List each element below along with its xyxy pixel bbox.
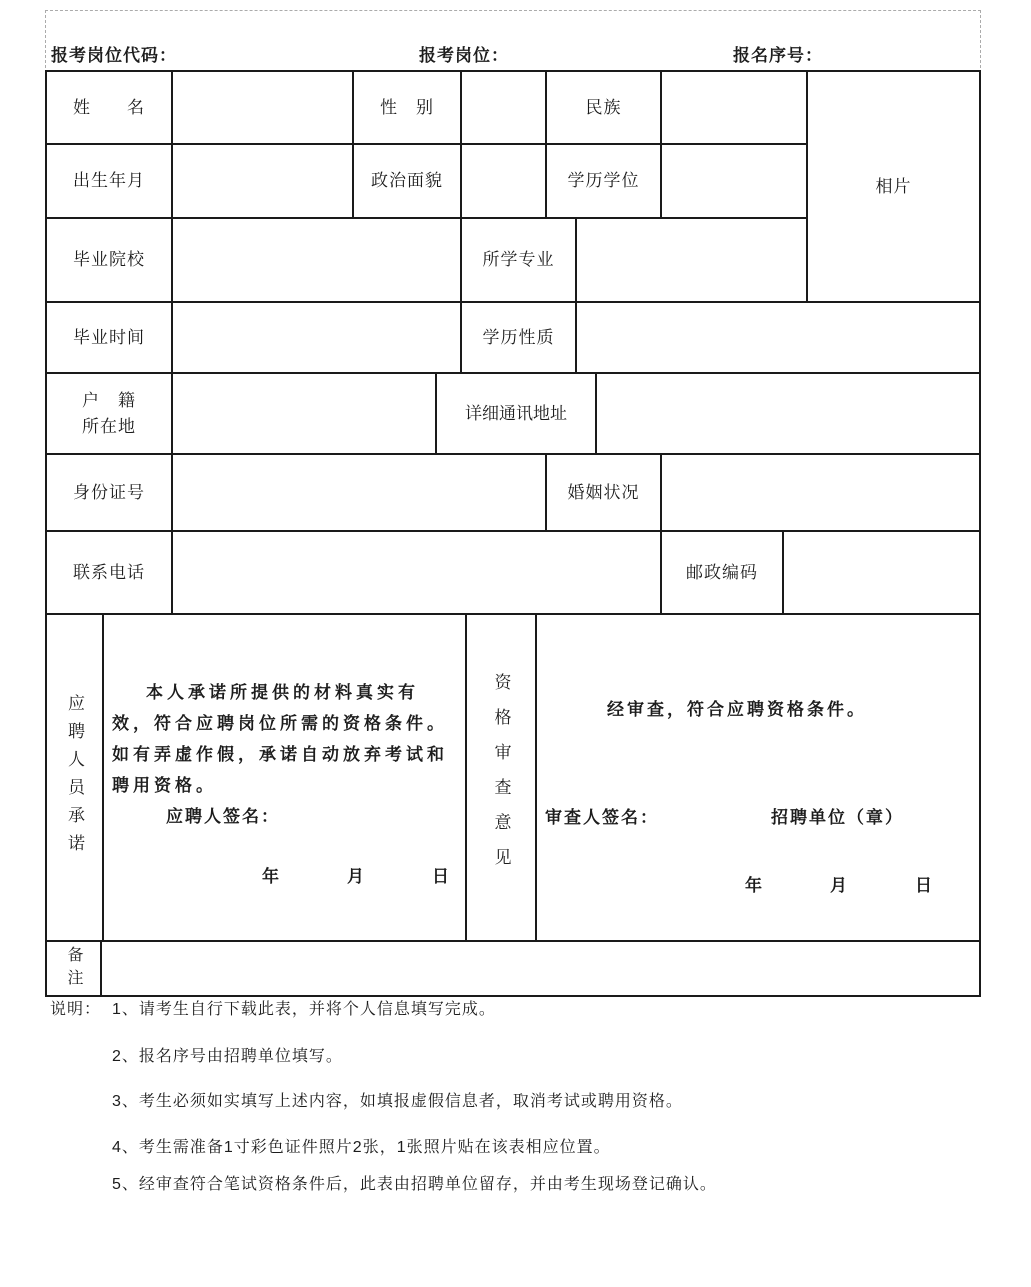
serial-number-label: 报名序号： bbox=[733, 46, 823, 65]
address-value-cell[interactable] bbox=[597, 374, 979, 455]
recruiting-unit-seal-label: 招聘单位（章） bbox=[771, 808, 904, 827]
birth-date-value-cell[interactable] bbox=[173, 145, 354, 219]
education-type-value-cell[interactable] bbox=[577, 303, 979, 374]
instruction-item-3: 3、考生必须如实填写上述内容，如填报虚假信息者，取消考试或聘用资格。 bbox=[112, 1093, 683, 1110]
name-label: 姓 名 bbox=[47, 72, 173, 145]
application-form-table bbox=[45, 70, 981, 997]
review-sign-row bbox=[545, 806, 973, 830]
review-body: 经审查，符合应聘资格条件。 bbox=[607, 700, 867, 719]
gender-label: 性 别 bbox=[354, 72, 462, 145]
residence-value-cell[interactable] bbox=[173, 374, 437, 455]
ethnicity-value-cell[interactable] bbox=[662, 72, 808, 145]
residence-label-line2: 所在地 bbox=[82, 416, 136, 436]
instruction-item-2: 2、报名序号由招聘单位填写。 bbox=[112, 1048, 343, 1065]
phone-label: 联系电话 bbox=[47, 532, 173, 615]
commitment-date-line[interactable]: 年 月 日 bbox=[262, 867, 449, 886]
major-label: 所学专业 bbox=[462, 219, 577, 303]
graduation-date-value-cell[interactable] bbox=[173, 303, 462, 374]
gender-value-cell[interactable] bbox=[462, 72, 547, 145]
major-value-cell[interactable] bbox=[577, 219, 808, 303]
degree-value-cell[interactable] bbox=[662, 145, 808, 219]
id-number-label: 身份证号 bbox=[47, 455, 173, 532]
reviewer-signature-label[interactable]: 审查人签名： bbox=[545, 808, 659, 827]
school-label: 毕业院校 bbox=[47, 219, 173, 303]
photo-cell[interactable]: 相片 bbox=[808, 72, 979, 303]
applicant-signature-label[interactable]: 应聘人签名： bbox=[166, 807, 280, 826]
instructions-block bbox=[50, 1000, 990, 1195]
residence-label-line1: 户 籍 bbox=[82, 390, 136, 410]
postal-code-value-cell[interactable] bbox=[784, 532, 979, 615]
residence-label bbox=[47, 374, 173, 455]
marital-status-label: 婚姻状况 bbox=[547, 455, 662, 532]
review-opinion-cell bbox=[537, 615, 979, 942]
remarks-label: 备注 bbox=[47, 942, 102, 995]
id-number-value-cell[interactable] bbox=[173, 455, 547, 532]
address-label: 详细通讯地址 bbox=[437, 374, 597, 455]
birth-date-label: 出生年月 bbox=[47, 145, 173, 219]
instruction-item-1: 1、请考生自行下载此表，并将个人信息填写完成。 bbox=[112, 1001, 496, 1018]
political-status-label: 政治面貌 bbox=[354, 145, 462, 219]
instruction-item-5: 5、经审查符合笔试资格条件后，此表由招聘单位留存，并由考生现场登记确认。 bbox=[112, 1176, 717, 1193]
commitment-body: 本人承诺所提供的材料真实有效，符合应聘岗位所需的资格条件。如有弄虚作假，承诺自动放弃考试和聘用资格。 bbox=[112, 683, 448, 795]
job-code-label: 报考岗位代码： bbox=[51, 46, 177, 65]
degree-label: 学历学位 bbox=[547, 145, 662, 219]
applicant-commitment-side-label: 应聘人员承诺 bbox=[47, 615, 104, 942]
education-type-label: 学历性质 bbox=[462, 303, 577, 374]
name-value-cell[interactable] bbox=[173, 72, 354, 145]
instruction-item-4: 4、考生需准备1寸彩色证件照片2张，1张照片贴在该表相应位置。 bbox=[112, 1139, 611, 1156]
political-status-value-cell[interactable] bbox=[462, 145, 547, 219]
instructions-title: 说明： bbox=[50, 1001, 102, 1018]
phone-value-cell[interactable] bbox=[173, 532, 662, 615]
postal-code-label: 邮政编码 bbox=[662, 532, 784, 615]
review-date-line[interactable]: 年 月 日 bbox=[745, 876, 932, 895]
ethnicity-label: 民族 bbox=[547, 72, 662, 145]
qualification-review-side-label: 资格审查意见 bbox=[467, 615, 537, 942]
job-title-label: 报考岗位： bbox=[419, 46, 509, 65]
marital-status-value-cell[interactable] bbox=[662, 455, 979, 532]
graduation-date-label: 毕业时间 bbox=[47, 303, 173, 374]
remarks-value-cell[interactable] bbox=[102, 942, 979, 995]
commitment-cell bbox=[104, 615, 467, 942]
school-value-cell[interactable] bbox=[173, 219, 462, 303]
